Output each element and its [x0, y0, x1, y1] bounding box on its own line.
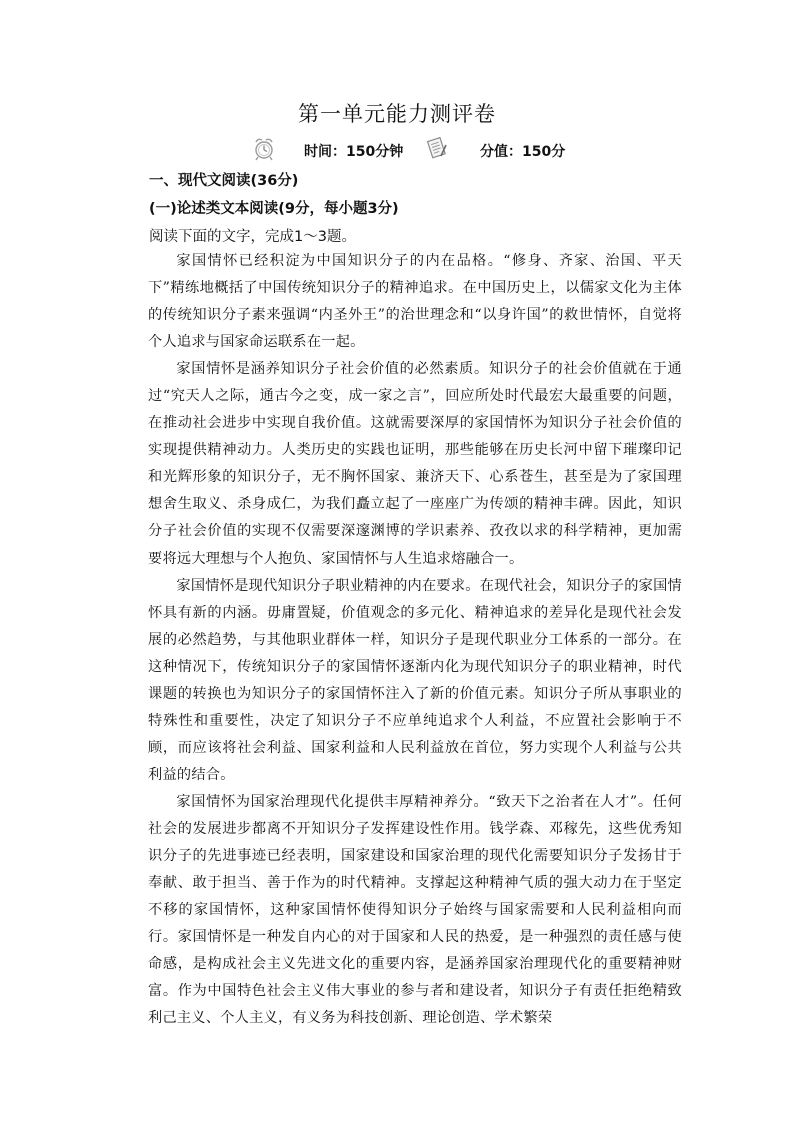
exam-time: 时间：150分钟 — [304, 144, 404, 160]
passage-paragraph: 家国情怀是现代知识分子职业精神的内在要求。在现代社会，知识分子的家国情怀具有新的内涵。毋庸置疑，价值观念的多元化、精神追求的差异化是现代社会发展的必然趋势，与其他职业群体一样，知识分子是现代职业分工体系的一部分。在这种情况下，传统知识分子的家国情怀逐渐内化为现代知识分子的职业精神，时代课题的转换也为知识分子的家国情怀注入了新的价值元素。知识分子所从事职业的特殊性和重要性，决定了知识分子不应单纯追求个人利益，不应置社会影响于不顾，而应该将社会利益、国家利益和人民利益放在首位，努力实现个人利益与公共利益的结合。 — [148, 577, 682, 783]
exam-paper-icon — [426, 136, 448, 164]
passage-paragraph: 家国情怀是涵养知识分子社会价值的必然素质。知识分子的社会价值就在于通过“究天人之际，通古今之变，成一家之言”，回应所处时代最宏大最重要的问题，在推动社会进步中实现自我价值。这就需要深厚的家国情怀为知识分子社会价值的实现提供精神动力。人类历史的实践也证明，那些能够在历史长河中留下璀璨印记和光辉形象的知识分子，无不胸怀国家、兼济天下、心系苍生，甚至是为了家国理想舍生取义、杀身成仁，为我们矗立起了一座座广为传颂的精神丰碑。因此，知识分子社会价值的实现不仅需要深邃渊博的学识素养、孜孜以求的科学精神，更加需要将远大理想与个人抱负、家国情怀与人生追求熔融合一。 — [148, 361, 682, 567]
reading-instruction: 阅读下面的文字，完成1～3题。 — [149, 229, 356, 245]
exam-meta — [0, 136, 794, 166]
exam-score: 分值：150分 — [480, 144, 566, 160]
passage-paragraph: 家国情怀为国家治理现代化提供丰厚精神养分。“致天下之治者在人才”。任何社会的发展进步都离不开知识分子发挥建设性作用。钱学森、邓稼先，这些优秀知识分子的先进事迹已经表明，国家建设和国家治理的现代化需要知识分子发扬甘于奉献、敢于担当、善于作为的时代精神。支撑起这种精神气质的强大动力在于坚定不移的家国情怀，这种家国情怀使得知识分子始终与国家需要和人民利益相向而行。家国情怀是一种发自内心的对于国家和人民的热爱，是一种强烈的责任感与使命感，是构成社会主义先进文化的重要内容，是涵养国家治理现代化的重要精神财富。作为中国特色社会主义伟大事业的参与者和建设者，知识分子有责任拒绝精致利己主义、个人主义，有义务为科技创新、理论创造、学术繁荣 — [148, 793, 682, 1027]
subsection-heading: (一)论述类文本阅读(9分，每小题3分) — [149, 201, 399, 217]
reading-passage — [148, 248, 682, 1032]
passage-paragraph: 家国情怀已经积淀为中国知识分子的内在品格。“修身、齐家、治国、平天下”精练地概括了中国传统知识分子的精神追求。在中国历史上，以儒家文化为主体的传统知识分子素来强调“内圣外王”的治世理念和“以身许国”的救世情怀，自觉将个人追求与国家命运联系在一起。 — [148, 253, 682, 351]
section-heading: 一、现代文阅读(36分) — [149, 173, 299, 189]
alarm-clock-icon — [252, 136, 276, 166]
page-title: 第一单元能力测评卷 — [298, 102, 496, 126]
